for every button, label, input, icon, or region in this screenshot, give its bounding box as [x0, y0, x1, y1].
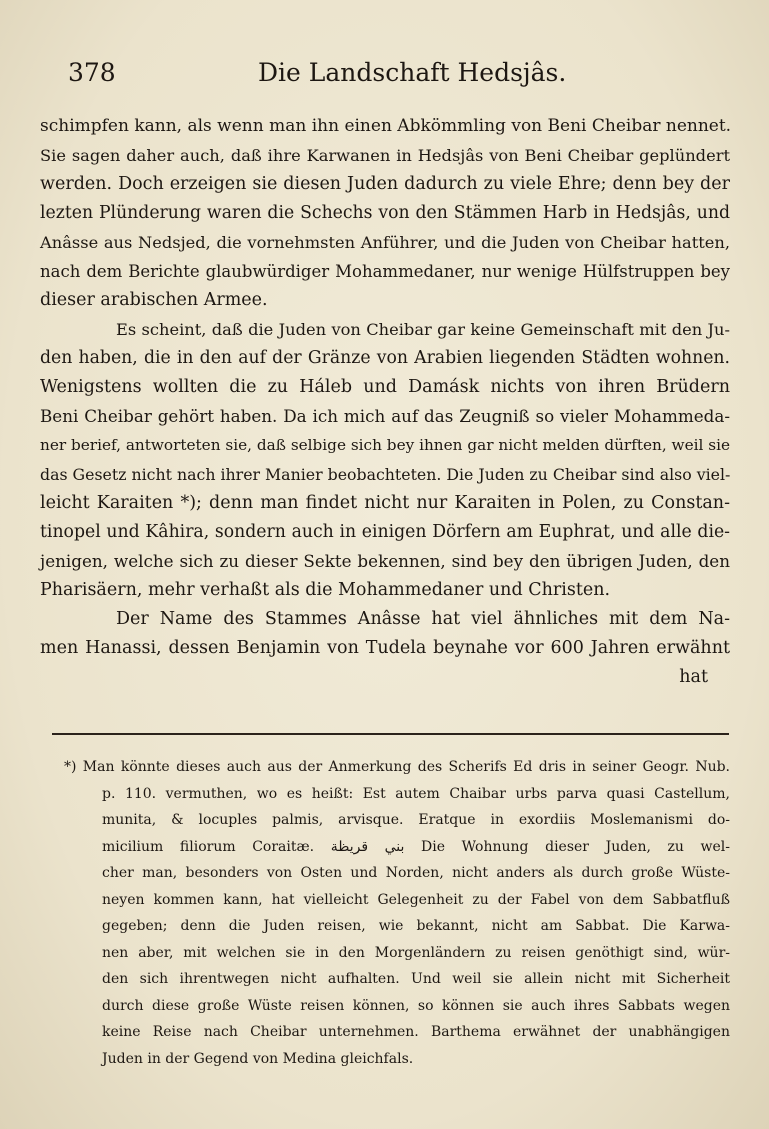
footnote-line: den sich ihrentwegen nicht aufhalten. Und weil sie allein nicht mit Sicherheit — [102, 971, 730, 987]
footnote-line: *) Man könnte dieses auch aus der Anmerkung des Scherifs Ed dris in seiner Geogr. Nub. — [64, 759, 730, 775]
text-line: jenigen, welche sich zu dieser Sekte bekennen, sind bey den übrigen Juden, den — [40, 551, 730, 571]
text-line: nach dem Berichte glaubwürdiger Mohammedaner, nur wenige Hülfstruppen bey — [40, 262, 730, 281]
text-line: ner berief, antworteten sie, daß selbige sich bey ihnen gar nicht melden dürften, weil sie — [40, 436, 730, 454]
footnote-line: nen aber, mit welchen sie in den Morgenländern zu reisen genöthigt sind, wür- — [102, 944, 730, 961]
footnote-line: micilium filiorum Coraitæ. بني قريظة Die Wohnung dieser Juden, zu wel- — [102, 838, 730, 855]
text-line: Wenigstens wollten die zu Háleb und Damásk nichts von ihren Brüdern — [40, 377, 730, 397]
main-text — [40, 112, 730, 692]
footnote-line: keine Reise nach Cheibar unternehmen. Barthema erwähnet der unabhängigen — [102, 1024, 730, 1040]
footnote-line: p. 110. vermuthen, wo es heißt: Est autem Chaibar urbs parva quasi Castellum, — [102, 785, 730, 802]
text-line: tinopel und Kâhira, sondern auch in einigen Dörfern am Euphrat, und alle die- — [40, 522, 730, 542]
text-line: den haben, die in den auf der Gränze von Arabien liegenden Städten wohnen. — [40, 348, 730, 368]
footnote-line: gegeben; denn die Juden reisen, wie bekannt, nicht am Sabbat. Die Karwa- — [102, 918, 730, 934]
page-number: 378 — [68, 58, 116, 87]
footnote-line: munita, & locuples palmis, arvisque. Eratque in exordiis Moslemanismi do- — [102, 812, 730, 828]
paragraph-start-line: Es scheint, daß die Juden von Cheibar gar keine Gemeinschaft mit den Ju- — [116, 320, 730, 339]
text-line: Anâsse aus Nedsjed, die vornehmsten Anführer, und die Juden von Cheibar hatten, — [40, 233, 730, 252]
paragraph-start-line: Der Name des Stammes Anâsse hat viel ähnliches mit dem Na- — [116, 609, 730, 629]
text-line: lezten Plünderung waren die Schechs von den Stämmen Harb in Hedsjâs, und — [40, 203, 730, 223]
footnote-line: Juden in der Gegend von Medina gleichfals. — [102, 1050, 414, 1067]
text-line: leicht Karaiten *); denn man findet nicht nur Karaiten in Polen, zu Constan- — [40, 493, 730, 513]
text-line: men Hanassi, dessen Benjamin von Tudela beynahe vor 600 Jahren erwähnt — [40, 638, 730, 658]
footnote-line: neyen kommen kann, hat vielleicht Gelegenheit zu der Fabel von dem Sabbatfluß — [102, 891, 730, 908]
catchword: hat — [679, 667, 708, 687]
footnote-rule — [52, 733, 729, 735]
text-line: Beni Cheibar gehört haben. Da ich mich auf das Zeugniß so vieler Mohammeda- — [40, 406, 730, 426]
footnote-line: durch diese große Wüste reisen können, so können sie auch ihres Sabbats wegen — [102, 997, 730, 1014]
text-line: Pharisäern, mehr verhaßt als die Mohammedaner und Christen. — [40, 580, 611, 600]
footnote-line: cher man, besonders von Osten und Norden, nicht anders als durch große Wüste- — [102, 865, 730, 881]
page-header — [68, 58, 728, 90]
text-line: schimpfen kann, als wenn man ihn einen Abkömmling von Beni Cheibar nennet. — [40, 116, 732, 136]
text-line: Sie sagen daher auch, daß ihre Karwanen in Hedsjâs von Beni Cheibar geplündert — [40, 146, 730, 165]
running-title: Die Landschaft Hedsjâs. — [258, 58, 567, 87]
footnote — [64, 754, 730, 1072]
text-line: werden. Doch erzeigen sie diesen Juden dadurch zu viele Ehre; denn bey der — [40, 174, 730, 194]
text-line: das Gesetz nicht nach ihrer Manier beobachteten. Die Juden zu Cheibar sind also viel- — [40, 465, 731, 484]
text-line: dieser arabischen Armee. — [40, 290, 268, 310]
